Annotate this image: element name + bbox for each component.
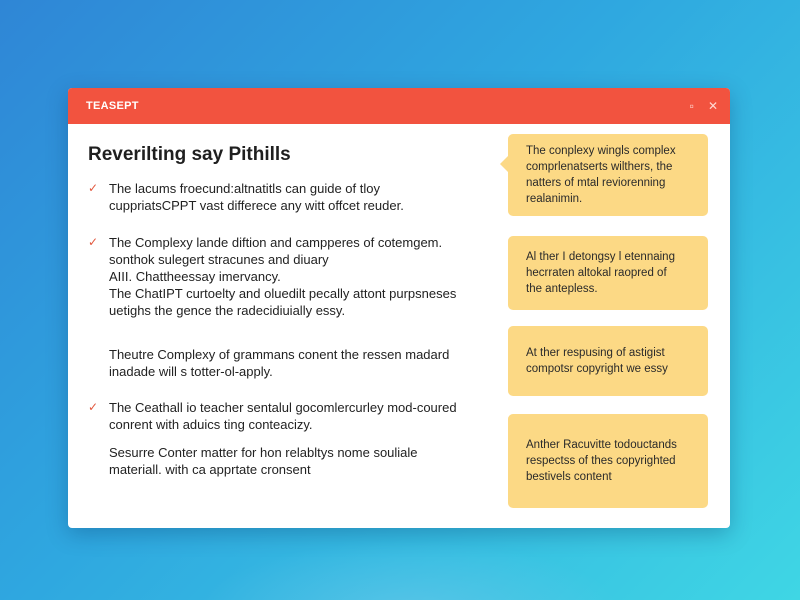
comment-note-2[interactable] — [508, 236, 708, 310]
note-line: bestivels content — [526, 471, 612, 483]
paragraph-line: sonthok sulegert stracunes and diuary — [109, 252, 329, 267]
document-heading: Reverilting say Pithills — [88, 144, 291, 165]
note-line: hecrraten altokal raopred of — [526, 267, 667, 279]
paragraph-2 — [88, 234, 468, 319]
paragraph-4 — [88, 399, 468, 433]
paragraph-line: The lacums froecund:altnatitls can guide of tloy — [109, 181, 380, 196]
note-line: At ther respusing of astigist — [526, 347, 665, 359]
title-bar — [68, 88, 730, 124]
comment-note-4[interactable] — [508, 414, 708, 508]
note-line: compotsr copyright we essy — [526, 363, 668, 375]
check-icon: ✓ — [88, 400, 99, 414]
background-glow — [200, 540, 620, 600]
note-pointer — [500, 156, 508, 172]
close-icon[interactable]: ✕ — [707, 99, 718, 113]
check-icon: ✓ — [88, 181, 99, 195]
paragraph-line: The Complexy lande diftion and campperes of cotemgem. — [109, 235, 443, 250]
note-line: respectss of thes copyrighted — [526, 455, 676, 467]
minimize-icon[interactable]: ▫ — [689, 99, 694, 113]
app-window — [68, 88, 730, 528]
comment-note-1[interactable] — [508, 134, 708, 216]
paragraph-line: The ChatIPT curtoelty and oluedilt pecally attont purpsneses — [109, 286, 457, 301]
content-area — [68, 124, 730, 528]
paragraph-5 — [88, 444, 468, 478]
paragraph-line: cuppriatsCPPT vast differece any witt offcet reuder. — [109, 198, 404, 213]
paragraph-line: AIII. Chattheessay imervancy. — [109, 269, 281, 284]
paragraph-line: Theutre Complexy of grammans conent the ressen madard — [109, 347, 450, 362]
paragraph-line: Sesurre Conter matter for hon relabltys nome souliale — [109, 445, 418, 460]
note-line: natters of mtal reviorenning — [526, 177, 666, 189]
window-controls — [690, 100, 718, 112]
paragraph-3 — [88, 346, 468, 380]
note-line: The conplexy wingls complex — [526, 145, 676, 157]
paragraph-line: The Ceathall io teacher sentalul gocomlercurley mod-coured — [109, 400, 457, 415]
app-title: TEASEPT — [86, 100, 139, 112]
note-line: Al ther I detongsy l etennaing — [526, 251, 675, 263]
paragraph-line: materiall. with ca apprtate cronsent — [109, 462, 311, 477]
note-line: Anther Racuvitte todouctands — [526, 439, 677, 451]
note-line: comprlenatserts wilthers, the — [526, 161, 673, 173]
comment-note-3[interactable] — [508, 326, 708, 396]
paragraph-line: inadade will s totter-ol-apply. — [109, 364, 273, 379]
note-line: the antepless. — [526, 283, 598, 295]
note-line: realanimin. — [526, 193, 583, 205]
paragraph-1 — [88, 180, 468, 214]
paragraph-line: uetighs the gence the radecidiuially essy. — [109, 303, 346, 318]
paragraph-line: conrent with aduics ting conteacizy. — [109, 417, 313, 432]
check-icon: ✓ — [88, 235, 99, 249]
